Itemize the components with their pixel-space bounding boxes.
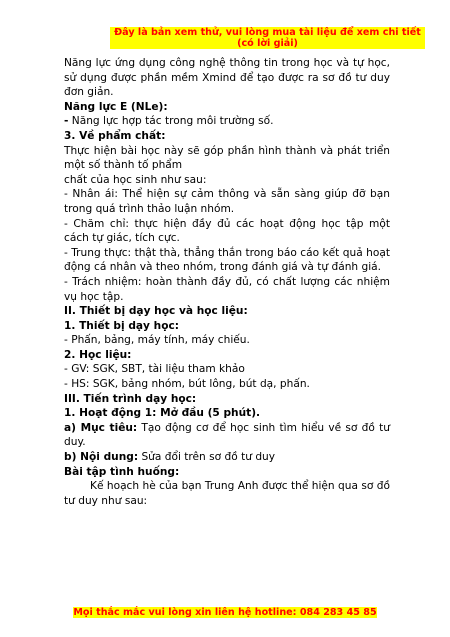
nle-text: Năng lực hợp tác trong môi trường số. [68,115,274,128]
objective-text: Tạo động cơ để học sinh tìm hiểu về sơ đồ tư duy. [64,421,390,449]
paragraph-objective [64,421,390,450]
document-body [64,56,390,508]
list-item-teacher-materials: - GV: SGK, SBT, tài liệu tham khảo [64,363,245,376]
paragraph-content [64,450,390,465]
paragraph-qualities-intro-2: chất của học sinh như sau: [64,173,207,186]
objective-label: a) Mục tiêu: [64,421,138,434]
list-item-student-materials: - HS: SGK, bảng nhóm, bút lông, bút dạ, phấn. [64,378,310,391]
heading-situation-exercise: Bài tập tình huống: [64,465,180,478]
paragraph-it-competence: Năng lực ứng dụng công nghệ thông tin trong học và tự học, sử dụng được phần mềm Xmind để tạo được ra sơ đồ tư duy đơn giản. [64,57,390,99]
content-text: Sửa đổi trên sơ đồ tư duy [138,451,276,464]
preview-notice-banner: Đây là bản xem thử, vui lòng mua tài liệu để xem chi tiết (có lời giải) [110,27,425,49]
list-item-trung-thuc: - Trung thực: thật thà, thẳng thắn trong báo cáo kết quả hoạt động cá nhân và theo nhóm, trong đánh giá và tự đánh giá. [64,246,390,274]
list-item-equipment: - Phấn, bảng, máy tính, máy chiếu. [64,334,250,347]
heading-qualities: 3. Về phẩm chất: [64,129,166,142]
hotline-footer [0,600,450,619]
heading-materials: 2. Học liệu: [64,348,132,361]
paragraph-nle [64,114,390,129]
heading-activity-1: 1. Hoạt động 1: Mở đầu (5 phút). [64,407,261,420]
content-label: b) Nội dung: [64,451,139,464]
heading-nle: Năng lực E (NLe): [64,100,168,113]
paragraph-summer-plan: Kế hoạch hè của bạn Trung Anh được thể hiện qua sơ đồ tư duy như sau: [64,480,390,507]
heading-equipment-materials: II. Thiết bị dạy học và học liệu: [64,305,248,318]
list-item-nhan-ai: - Nhân ái: Thể hiện sự cảm thông và sẵn sàng giúp đỡ bạn trong quá trình thảo luận nhóm. [64,188,390,215]
nle-dash: - [64,115,69,128]
list-item-cham-chi: - Chăm chỉ: thực hiện đầy đủ các hoạt động học tập một cách tự giác, tích cực. [64,217,390,245]
list-item-trach-nhiem: - Trách nhiệm: hoàn thành đầy đủ, có chất lượng các nhiệm vụ học tập. [64,275,390,303]
heading-lesson-process: III. Tiến trình dạy học: [64,392,197,405]
paragraph-qualities-intro-1: Thực hiện bài học này sẽ góp phần hình thành và phát triển một số thành tố phẩm [64,144,390,172]
heading-equipment: 1. Thiết bị dạy học: [64,319,179,332]
hotline-notice: Mọi thắc mắc vui lòng xin liên hệ hotline: 084 283 45 85 [73,607,377,618]
